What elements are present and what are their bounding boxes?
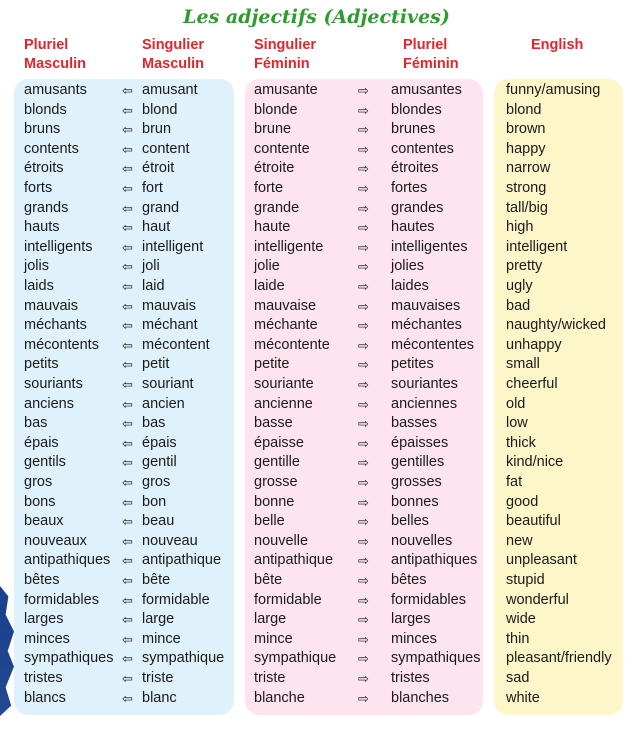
english-cell: brown [506,121,546,138]
arrow-right-icon: ⇨ [358,455,369,471]
english-cell: fat [506,474,523,490]
plural-masculine-cell: forts [24,180,53,196]
plural-feminine-cell: amusantes [391,82,462,98]
plural-feminine-cell: brunes [391,121,436,138]
singular-masculine-cell: beau [142,513,175,530]
arrow-left-icon: ⇦ [122,102,133,118]
singular-masculine-cell: fort [142,180,163,196]
arrow-left-icon: ⇦ [122,298,133,314]
english-cell: high [506,219,534,236]
header-singular-masculine [142,36,204,74]
plural-feminine-cell: bonnes [391,493,439,510]
plural-feminine-cell: grandes [391,199,444,216]
singular-masculine-cell: intelligent [142,238,204,255]
english-cell: narrow [506,160,551,177]
singular-feminine-cell: intelligente [254,238,324,255]
table-row [0,571,633,591]
plural-masculine-cell: minces [24,630,70,647]
table-row [0,532,633,552]
english-cell: pretty [506,258,543,275]
plural-feminine-cell: méchantes [391,317,462,334]
table-row [0,120,633,140]
table-row [0,336,633,356]
header-singular-feminine [254,36,316,74]
header-line: English [531,37,584,53]
arrow-left-icon: ⇦ [122,377,133,392]
arrow-right-icon: ⇨ [358,141,369,157]
table-row [0,669,633,689]
singular-feminine-cell: méchante [254,317,318,334]
table-row [0,473,633,493]
arrow-right-icon: ⇨ [358,533,369,549]
arrow-right-icon: ⇨ [358,122,369,138]
table-row [0,316,633,336]
english-cell: naughty/wicked [506,317,606,334]
arrow-right-icon: ⇨ [358,573,369,588]
singular-feminine-cell: mécontente [254,336,330,353]
singular-feminine-cell: petite [254,356,290,373]
singular-masculine-cell: mince [142,630,181,647]
plural-masculine-cell: laids [24,278,54,294]
arrow-right-icon: ⇨ [358,592,369,608]
arrow-left-icon: ⇦ [122,181,133,196]
plural-feminine-cell: antipathiques [391,552,478,569]
plural-feminine-cell: fortes [391,180,428,196]
plural-feminine-cell: tristes [391,670,430,686]
arrow-right-icon: ⇨ [358,475,369,490]
english-cell: good [506,493,539,510]
arrow-left-icon: ⇦ [122,651,133,667]
english-cell: bad [506,297,531,314]
table-row [0,355,633,375]
singular-masculine-cell: épais [142,434,177,451]
plural-feminine-cell: gentilles [391,454,445,471]
plural-feminine-cell: étroites [391,160,439,177]
arrow-left-icon: ⇦ [122,573,133,588]
english-cell: low [506,415,528,432]
plural-masculine-cell: tristes [24,670,63,686]
plural-masculine-cell: intelligents [24,238,93,255]
arrow-right-icon: ⇨ [358,514,369,530]
table-row [0,512,633,532]
arrow-left-icon: ⇦ [122,475,133,490]
english-cell: old [506,395,526,412]
arrow-right-icon: ⇨ [358,377,369,392]
arrow-right-icon: ⇨ [358,161,369,177]
english-cell: cheerful [506,376,558,392]
english-cell: tall/big [506,199,548,216]
plural-masculine-cell: sympathiques [24,650,114,667]
arrow-right-icon: ⇨ [358,671,369,686]
singular-masculine-cell: souriant [142,376,194,392]
table-row [0,414,633,434]
plural-masculine-cell: blonds [24,101,67,118]
singular-masculine-cell: content [142,140,190,157]
singular-masculine-cell: blond [142,101,178,118]
plural-masculine-cell: antipathiques [24,552,111,569]
table-row [0,297,633,317]
plural-feminine-cell: blondes [391,101,442,118]
singular-feminine-cell: brune [254,121,292,138]
table-row [0,591,633,611]
singular-feminine-cell: blonde [254,101,298,118]
header-line: Pluriel [24,37,69,53]
header-plural-masculine [24,36,86,74]
arrow-left-icon: ⇦ [122,357,133,373]
singular-masculine-cell: gros [142,474,171,490]
plural-masculine-cell: bruns [24,121,61,138]
plural-feminine-cell: basses [391,415,437,432]
table-row [0,610,633,630]
arrow-left-icon: ⇦ [122,161,133,177]
plural-masculine-cell: contents [24,140,79,157]
arrow-left-icon: ⇦ [122,259,133,275]
singular-feminine-cell: épaisse [254,434,304,451]
arrow-right-icon: ⇨ [358,337,369,353]
singular-feminine-cell: mince [254,630,293,647]
plural-masculine-cell: épais [24,434,59,451]
plural-feminine-cell: hautes [391,219,435,236]
plural-masculine-cell: amusants [24,82,87,98]
table-row [0,551,633,571]
plural-feminine-cell: épaisses [391,434,449,451]
arrow-left-icon: ⇦ [122,396,133,412]
singular-masculine-cell: bête [142,572,171,588]
singular-masculine-cell: mécontent [142,336,210,353]
arrow-right-icon: ⇨ [358,200,369,216]
singular-feminine-cell: amusante [254,82,318,98]
table-row [0,81,633,101]
plural-masculine-cell: gentils [24,454,66,471]
english-cell: strong [506,180,547,196]
arrow-left-icon: ⇦ [122,83,133,98]
arrow-left-icon: ⇦ [122,514,133,530]
plural-feminine-cell: anciennes [391,395,458,412]
plural-feminine-cell: laides [391,278,429,294]
plural-feminine-cell: intelligentes [391,238,468,255]
singular-masculine-cell: grand [142,199,180,216]
arrow-right-icon: ⇨ [358,220,369,236]
table-row [0,630,633,650]
arrow-left-icon: ⇦ [122,220,133,236]
plural-masculine-cell: gros [24,474,53,490]
english-cell: unhappy [506,336,562,353]
header-line: Masculin [142,56,205,72]
plural-feminine-cell: nouvelles [391,532,453,549]
arrow-left-icon: ⇦ [122,141,133,157]
plural-feminine-cell: mécontentes [391,336,475,353]
arrow-left-icon: ⇦ [122,671,133,686]
singular-feminine-cell: ancienne [254,395,313,412]
singular-masculine-cell: haut [142,219,171,236]
arrow-left-icon: ⇦ [122,553,133,569]
plural-masculine-cell: jolis [24,258,49,275]
plural-feminine-cell: formidables [391,591,466,608]
plural-masculine-cell: petits [24,356,59,373]
plural-feminine-cell: bêtes [391,572,427,588]
header-line: Féminin [403,56,459,72]
english-cell: unpleasant [506,552,577,569]
singular-feminine-cell: large [254,611,287,628]
plural-feminine-cell: sympathiques [391,650,481,667]
singular-masculine-cell: nouveau [142,532,198,549]
plural-feminine-cell: minces [391,630,437,647]
plural-masculine-cell: hauts [24,219,60,236]
table-row [0,199,633,219]
english-cell: happy [506,140,546,157]
singular-masculine-cell: petit [142,356,170,373]
singular-masculine-cell: bon [142,493,167,510]
arrow-right-icon: ⇨ [358,651,369,667]
table-row [0,453,633,473]
table-row [0,395,633,415]
singular-masculine-cell: sympathique [142,650,225,667]
plural-masculine-cell: bêtes [24,572,60,588]
singular-feminine-cell: grosse [254,474,298,490]
singular-feminine-cell: haute [254,219,291,236]
singular-masculine-cell: étroit [142,160,175,177]
singular-feminine-cell: formidable [254,591,322,608]
table-row [0,101,633,121]
plural-masculine-cell: mauvais [24,297,78,314]
table-row [0,179,633,199]
english-cell: thin [506,630,530,647]
english-cell: blond [506,101,542,118]
english-cell: kind/nice [506,454,564,471]
singular-feminine-cell: triste [254,670,286,686]
arrow-right-icon: ⇨ [358,259,369,275]
singular-masculine-cell: joli [142,258,160,275]
arrow-left-icon: ⇦ [122,318,133,334]
arrow-left-icon: ⇦ [122,455,133,471]
header-line: Singulier [254,37,317,53]
arrow-right-icon: ⇨ [358,318,369,334]
singular-feminine-cell: laide [254,278,285,294]
arrow-right-icon: ⇨ [358,396,369,412]
arrow-right-icon: ⇨ [358,357,369,373]
singular-feminine-cell: étroite [254,160,295,177]
singular-masculine-cell: brun [142,121,172,138]
plural-masculine-cell: beaux [24,513,64,530]
arrow-right-icon: ⇨ [358,239,369,255]
english-cell: funny/amusing [506,82,601,98]
table-row [0,689,633,709]
singular-masculine-cell: ancien [142,395,185,412]
singular-feminine-cell: jolie [254,258,280,275]
plural-feminine-cell: petites [391,356,434,373]
english-cell: thick [506,434,536,451]
plural-masculine-cell: bas [24,415,48,432]
plural-feminine-cell: blanches [391,689,450,706]
table-row [0,238,633,258]
singular-feminine-cell: nouvelle [254,532,309,549]
singular-feminine-cell: belle [254,513,285,530]
english-cell: wonderful [506,591,569,608]
table-row [0,493,633,513]
singular-masculine-cell: amusant [142,82,198,98]
table-row [0,159,633,179]
plural-masculine-cell: larges [24,611,64,628]
arrow-left-icon: ⇦ [122,631,133,647]
plural-masculine-cell: anciens [24,395,74,412]
english-cell: stupid [506,572,545,588]
singular-feminine-cell: bête [254,572,283,588]
english-cell: intelligent [506,238,568,255]
table-row [0,218,633,238]
singular-masculine-cell: triste [142,670,174,686]
arrow-left-icon: ⇦ [122,592,133,608]
plural-masculine-cell: méchants [24,317,87,334]
table-row [0,140,633,160]
singular-masculine-cell: gentil [142,454,177,471]
english-cell: pleasant/friendly [506,650,612,667]
plural-feminine-cell: souriantes [391,376,458,392]
table-row [0,375,633,395]
arrow-left-icon: ⇦ [122,690,133,706]
plural-masculine-cell: grands [24,199,69,216]
arrow-right-icon: ⇨ [358,435,369,451]
plural-masculine-cell: souriants [24,376,83,392]
arrow-left-icon: ⇦ [122,239,133,255]
plural-feminine-cell: mauvaises [391,297,461,314]
plural-feminine-cell: grosses [391,474,442,490]
header-line: Féminin [254,56,310,72]
singular-masculine-cell: blanc [142,689,177,706]
plural-masculine-cell: blancs [24,689,66,706]
table-row [0,434,633,454]
table-row [0,257,633,277]
singular-feminine-cell: grande [254,199,300,216]
header-line: Singulier [142,37,205,53]
arrow-left-icon: ⇦ [122,200,133,216]
arrow-right-icon: ⇨ [358,690,369,706]
singular-feminine-cell: sympathique [254,650,337,667]
english-cell: ugly [506,278,533,294]
arrow-left-icon: ⇦ [122,612,133,628]
singular-feminine-cell: blanche [254,689,305,706]
plural-feminine-cell: jolies [391,258,425,275]
singular-feminine-cell: mauvaise [254,297,317,314]
header-plural-feminine [403,36,459,74]
singular-masculine-cell: formidable [142,591,210,608]
english-cell: new [506,532,533,549]
arrow-right-icon: ⇨ [358,553,369,569]
header-english [531,36,583,55]
plural-masculine-cell: nouveaux [24,532,87,549]
plural-feminine-cell: belles [391,513,429,530]
plural-feminine-cell: contentes [391,140,454,157]
singular-feminine-cell: bonne [254,493,295,510]
arrow-left-icon: ⇦ [122,337,133,353]
english-cell: white [506,689,540,706]
arrow-right-icon: ⇨ [358,612,369,628]
table-row [0,277,633,297]
arrow-right-icon: ⇨ [358,83,369,98]
plural-masculine-cell: formidables [24,591,99,608]
singular-feminine-cell: gentille [254,454,300,471]
arrow-left-icon: ⇦ [122,435,133,451]
arrow-right-icon: ⇨ [358,181,369,196]
singular-feminine-cell: souriante [254,376,314,392]
plural-feminine-cell: larges [391,611,431,628]
arrow-right-icon: ⇨ [358,631,369,647]
arrow-right-icon: ⇨ [358,279,369,294]
singular-masculine-cell: bas [142,415,166,432]
arrow-right-icon: ⇨ [358,298,369,314]
english-cell: beautiful [506,513,561,530]
singular-masculine-cell: méchant [142,317,198,334]
english-cell: sad [506,670,530,686]
arrow-right-icon: ⇨ [358,416,369,432]
plural-masculine-cell: étroits [24,160,64,177]
arrow-left-icon: ⇦ [122,494,133,510]
plural-masculine-cell: bons [24,493,56,510]
arrow-left-icon: ⇦ [122,122,133,138]
header-line: Masculin [24,56,87,72]
plural-masculine-cell: mécontents [24,336,99,353]
english-cell: wide [506,611,536,628]
header-line: Pluriel [403,37,448,53]
singular-feminine-cell: antipathique [254,552,334,569]
table-row [0,649,633,669]
singular-masculine-cell: antipathique [142,552,222,569]
page-title: Les adjectifs (Adjectives) [183,6,450,28]
singular-masculine-cell: large [142,611,175,628]
arrow-right-icon: ⇨ [358,494,369,510]
arrow-left-icon: ⇦ [122,533,133,549]
arrow-right-icon: ⇨ [358,102,369,118]
singular-masculine-cell: mauvais [142,297,196,314]
singular-masculine-cell: laid [142,278,165,294]
english-cell: small [506,356,540,373]
singular-feminine-cell: basse [254,415,293,432]
singular-feminine-cell: contente [254,140,310,157]
singular-feminine-cell: forte [254,180,284,196]
arrow-left-icon: ⇦ [122,279,133,294]
arrow-left-icon: ⇦ [122,416,133,432]
